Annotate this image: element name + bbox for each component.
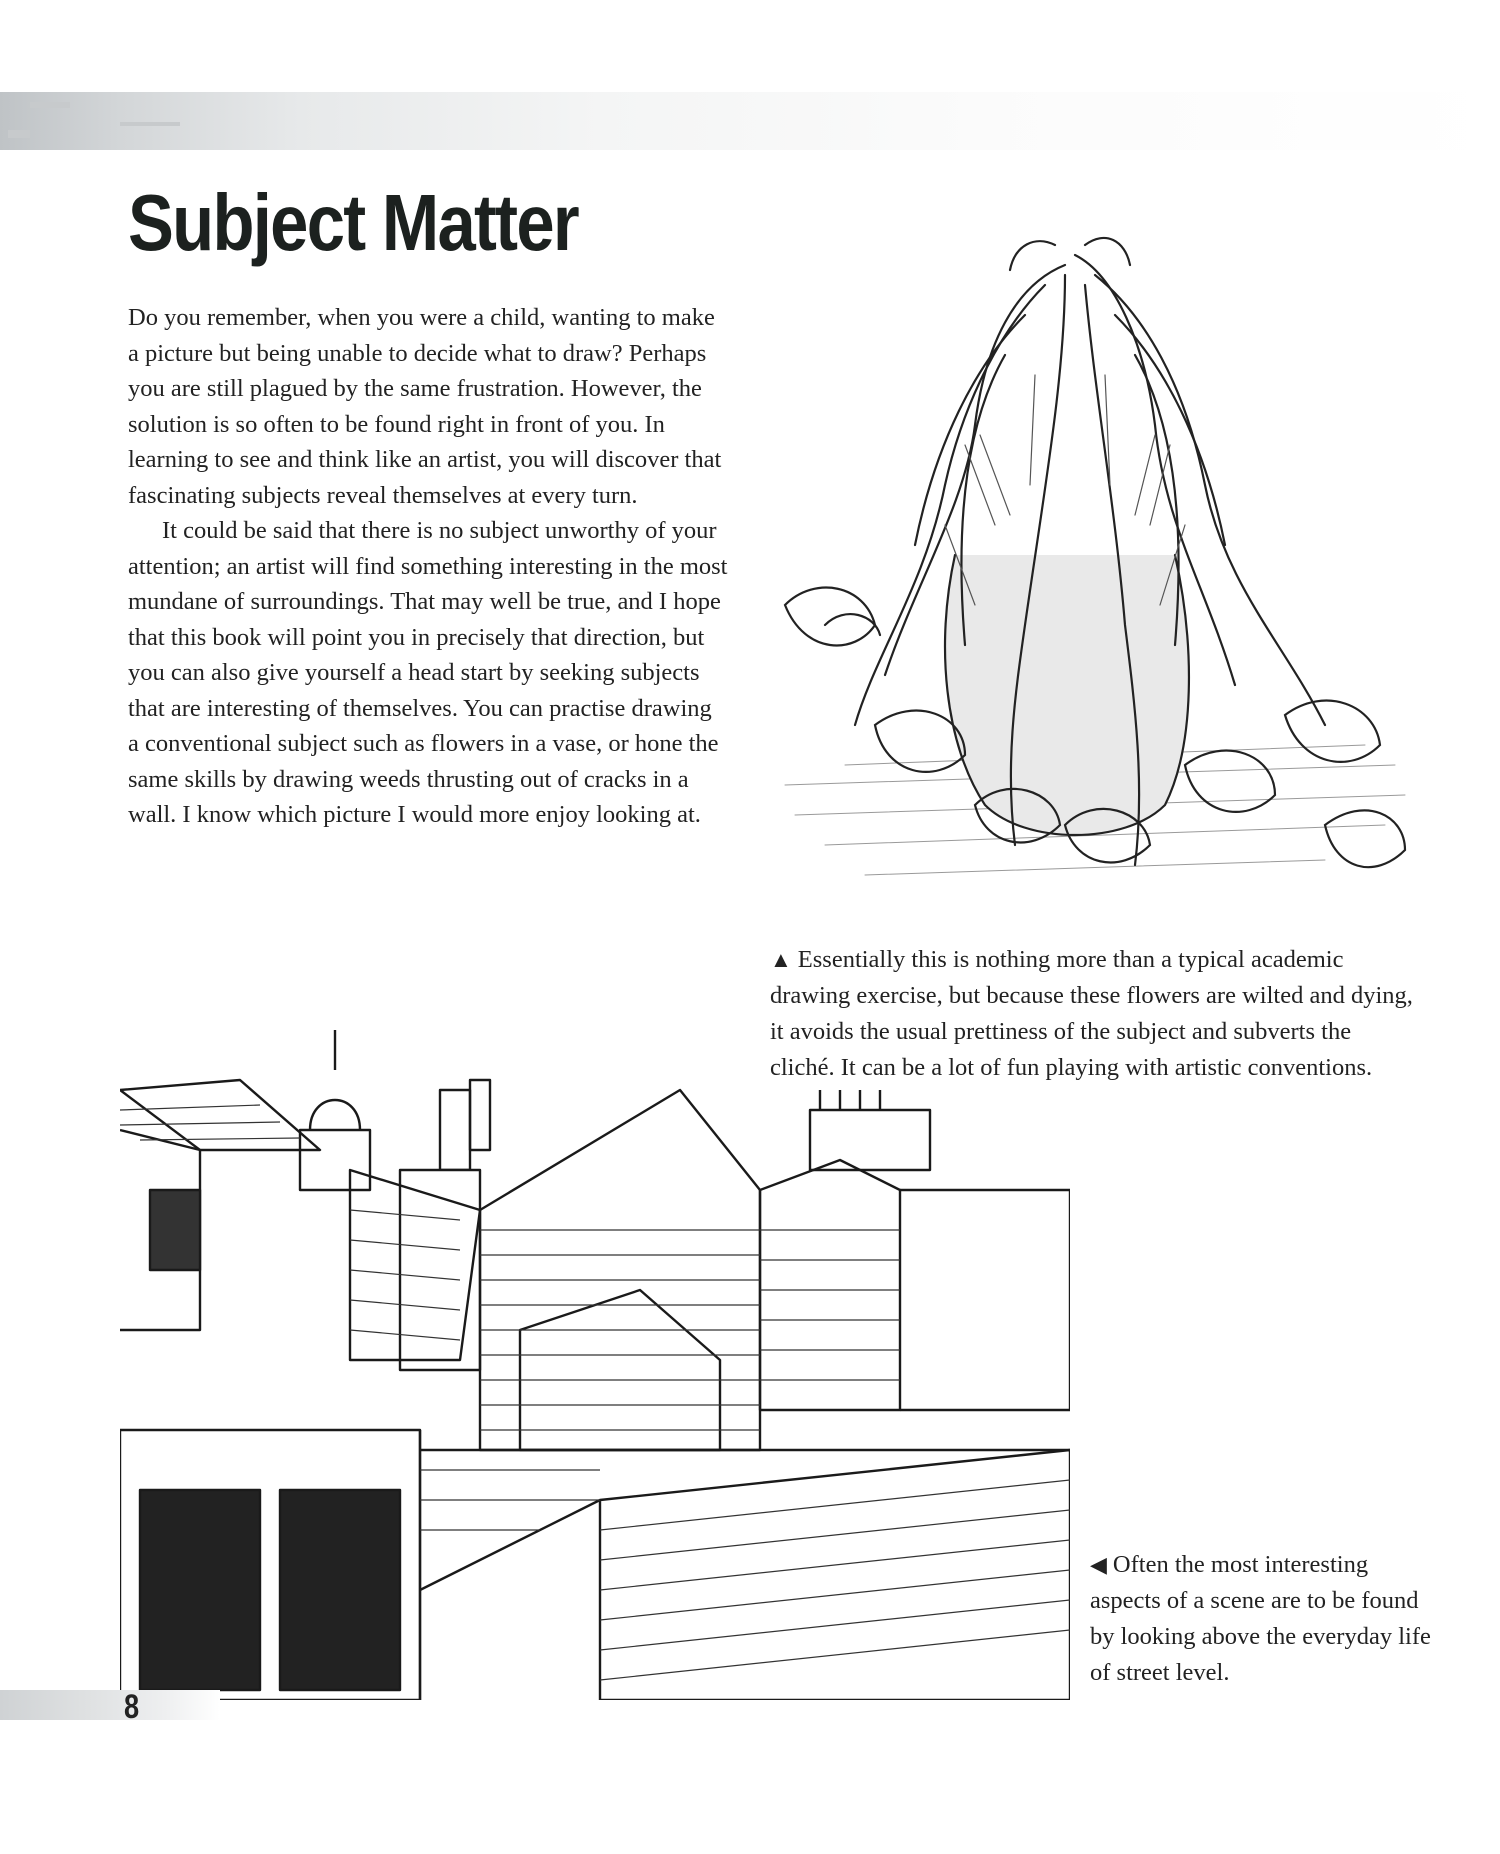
left-triangle-icon: ◀ <box>1090 1552 1107 1577</box>
caption-rooftops <box>1090 1547 1435 1691</box>
body-paragraph: Do you remember, when you were a child, wanting to make a picture but being unable to decide what to draw? Perhaps you are still plagued by the same frustration. However, the solution is so often to be found right in front of you. In learning to see and think like an artist, you will discover that fascinating subjects reveal themselves at every turn. <box>128 304 722 509</box>
page-number: 8 <box>124 1688 140 1726</box>
page-title: Subject Matter <box>128 178 578 267</box>
caption-text: Often the most interesting aspects of a scene are to be found by looking above the everyday life of street level. <box>1090 1551 1431 1686</box>
up-triangle-icon: ▲ <box>770 947 792 972</box>
body-paragraph: It could be said that there is no subject unworthy of your attention; an artist will find something interesting in the most mundane of surroundings. That may well be true, and I hope that this book will point you in precisely that direction, but you can also give yourself a head start by seeking subjects that are interesting of themselves. You can practise drawing a conventional subject such as flowers in a vase, or hone the same skills by drawing weeds thrusting out of cracks in a wall. I know which picture I would more enjoy looking at. <box>128 517 728 828</box>
caption-text: Essentially this is nothing more than a typical academic drawing exercise, but because these flowers are wilted and dying, it avoids the usual prettiness of the subject and subverts the cliché. It can be a lot of fun playing with artistic conventions. <box>770 946 1413 1081</box>
wilted-flowers-illustration <box>765 225 1415 905</box>
footer-band <box>0 1690 220 1720</box>
rooftops-illustration <box>120 1030 1070 1700</box>
body-text <box>128 300 728 833</box>
header-band <box>0 92 1500 150</box>
